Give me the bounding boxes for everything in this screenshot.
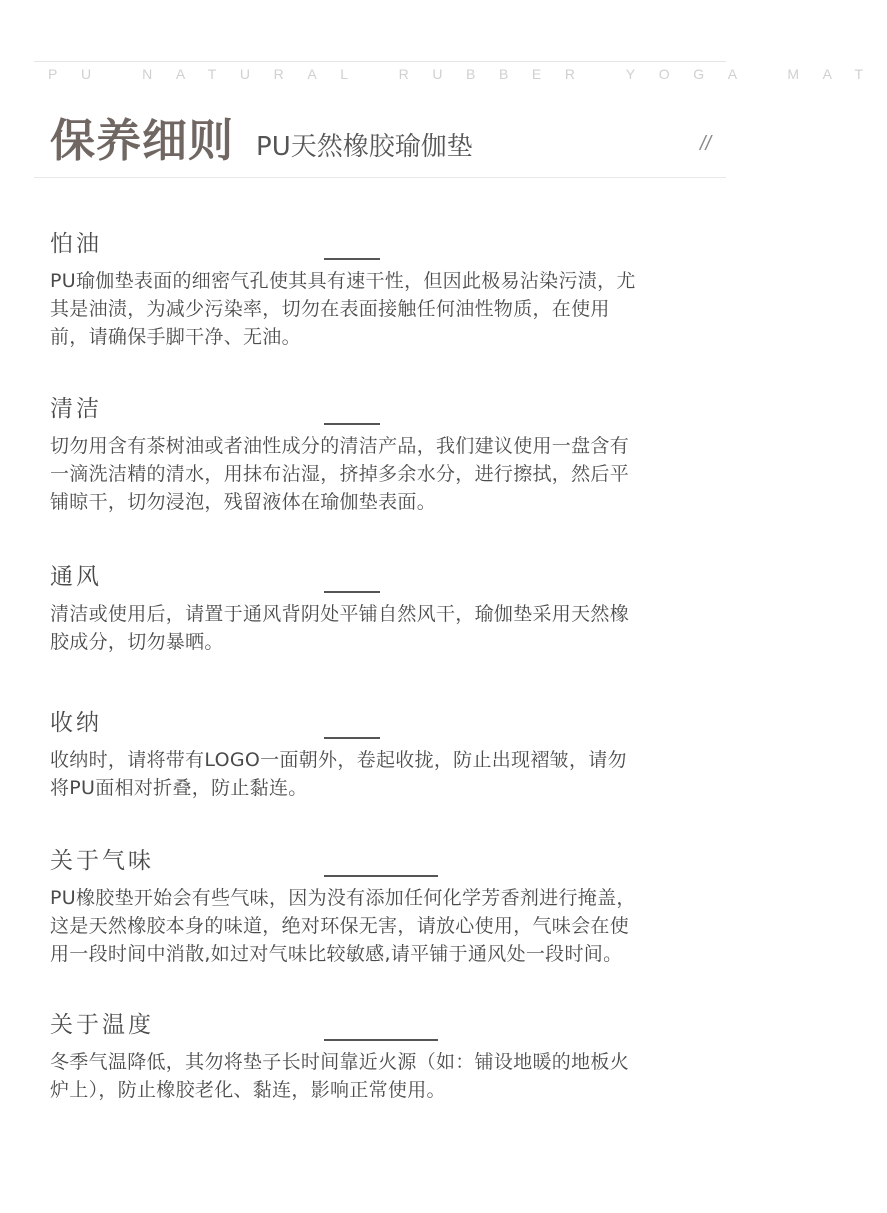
section-underline [324,875,438,877]
section-underline [324,423,380,425]
section-header [50,562,720,594]
english-subtitle: PU NATURAL RUBBER YOGA MAT [48,66,887,82]
section-header [50,708,720,740]
section-underline [324,591,380,593]
slash-decoration: // [700,133,712,155]
body-line: 铺晾干，切勿浸泡，残留液体在瑜伽垫表面。 [50,491,437,513]
title-row [50,112,473,170]
section-temperature [50,1010,720,1104]
section-title: 收纳 [50,710,102,736]
title-divider [34,177,726,178]
body-line: 这是天然橡胶本身的味道，绝对环保无害，请放心使用，气味会在使 [50,915,630,937]
page-subtitle: PU天然橡胶瑜伽垫 [256,132,473,162]
section-header [50,394,720,426]
section-body [50,432,720,516]
section-underline [324,1039,438,1041]
section-cleaning [50,394,720,516]
section-oil [50,229,720,351]
body-line: PU瑜伽垫表面的细密气孔使其具有速干性，但因此极易沾染污渍，尤 [50,270,636,292]
body-line: 一滴洗洁精的清水，用抹布沾湿，挤掉多余水分，进行擦拭，然后平 [50,463,630,485]
section-title: 怕油 [50,231,102,257]
section-body [50,1048,720,1104]
body-line: 冬季气温降低，其勿将垫子长时间靠近火源（如：铺设地暖的地板火 [50,1051,630,1073]
section-body [50,600,720,656]
section-underline [324,258,380,260]
body-line: 切勿用含有茶树油或者油性成分的清洁产品，我们建议使用一盘含有 [50,435,630,457]
body-line: PU橡胶垫开始会有些气味，因为没有添加任何化学芳香剂进行掩盖， [50,887,636,909]
section-body [50,267,720,351]
body-line: 炉上），防止橡胶老化、黏连，影响正常使用。 [50,1079,446,1101]
section-title: 通风 [50,564,102,590]
section-header [50,1010,720,1042]
section-title: 清洁 [50,396,102,422]
body-line: 胶成分，切勿暴晒。 [50,631,224,653]
body-line: 其是油渍，为减少污染率，切勿在表面接触任何油性物质，在使用 [50,298,610,320]
section-storage [50,708,720,802]
body-line: 收纳时，请将带有LOGO一面朝外，卷起收拢，防止出现褶皱，请勿 [50,749,627,771]
section-ventilation [50,562,720,656]
section-body [50,746,720,802]
section-odor [50,846,720,968]
page-title: 保养细则 [50,114,235,167]
body-line: 将PU面相对折叠，防止黏连。 [50,777,308,799]
section-header [50,229,720,261]
section-body [50,884,720,968]
section-underline [324,737,380,739]
section-header [50,846,720,878]
section-title: 关于温度 [50,1012,154,1038]
section-title: 关于气味 [50,848,154,874]
body-line: 前，请确保手脚干净、无油。 [50,326,301,348]
body-line: 用一段时间中消散,如过对气味比较敏感,请平铺于通风处一段时间。 [50,943,623,965]
top-divider [34,61,726,62]
body-line: 清洁或使用后，请置于通风背阴处平铺自然风干，瑜伽垫采用天然橡 [50,603,630,625]
